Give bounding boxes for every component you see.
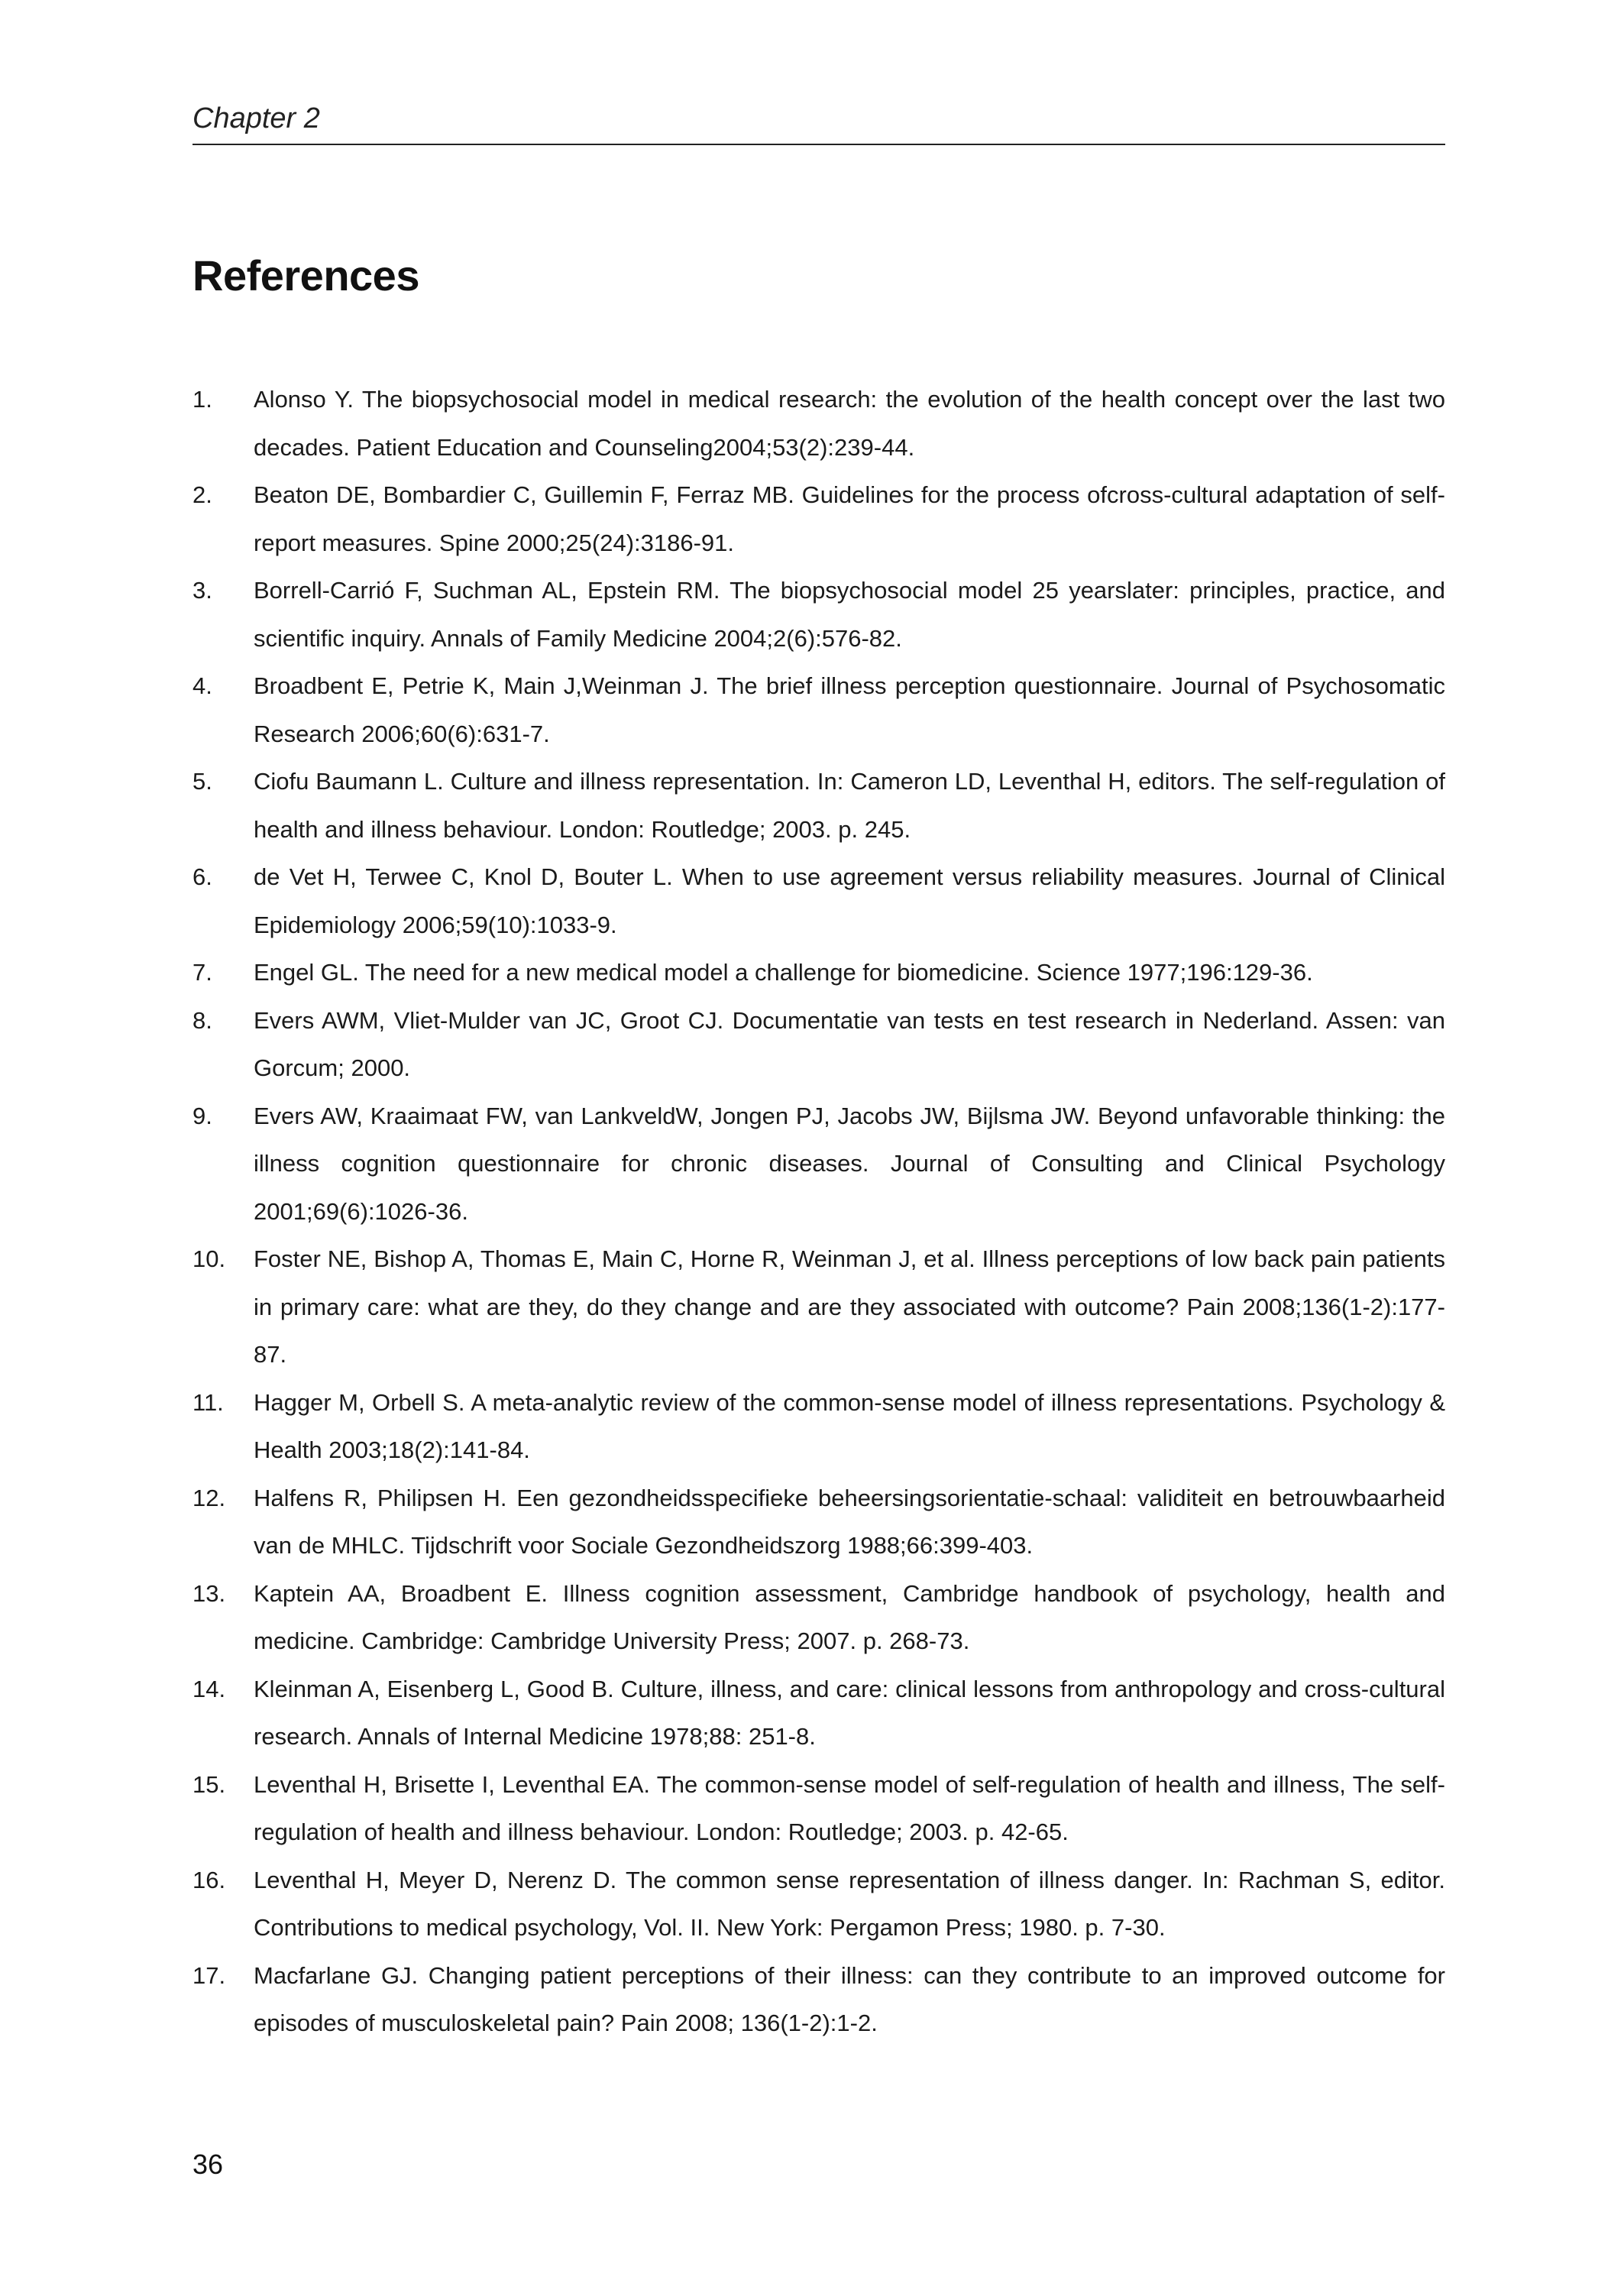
- reference-number: 13.: [192, 1579, 226, 1607]
- reference-text: Leventhal H, Brisette I, Leventhal EA. The common-sense model of self-regulation of health and illness, The self-regulation of health and illness behaviour. London: Routledge; 2003. p. 42-65.: [254, 1770, 1445, 1845]
- reference-number: 9.: [192, 1102, 212, 1129]
- reference-number: 3.: [192, 577, 212, 604]
- reference-text: Broadbent E, Petrie K, Main J,Weinman J. The brief illness perception questionnaire. Journal of Psychosomatic Research 2006;60(6):631-7.: [254, 672, 1445, 747]
- reference-text: Halfens R, Philipsen H. Een gezondheidsspecifieke beheersingsorientatie-schaal: validiteit en betrouwbaarheid van de MHLC. Tijdschrift voor Sociale Gezondheidszorg 1988;66:399-403.: [254, 1484, 1445, 1559]
- reference-number: 11.: [192, 1388, 224, 1416]
- section-title: References: [192, 251, 419, 300]
- reference-text: Evers AW, Kraaimaat FW, van LankveldW, Jongen PJ, Jacobs JW, Bijlsma JW. Beyond unfavorable thinking: the illness cognition questionnaire for chronic diseases. Journal of Consulting and Clinical Psychology 2001;69(6):1026-36.: [254, 1102, 1445, 1225]
- reference-number: 1.: [192, 386, 212, 413]
- reference-text: Alonso Y. The biopsychosocial model in medical research: the evolution of the health concept over the last two decades. Patient Education and Counseling2004;53(2):239-44.: [254, 386, 1445, 461]
- reference-number: 17.: [192, 1961, 226, 1989]
- reference-number: 2.: [192, 481, 212, 508]
- reference-number: 12.: [192, 1484, 226, 1511]
- reference-number: 6.: [192, 863, 212, 890]
- reference-item: [192, 1761, 1445, 1857]
- reference-item: [192, 471, 1445, 567]
- reference-number: 14.: [192, 1675, 226, 1702]
- reference-item: [192, 1093, 1445, 1236]
- reference-text: Borrell-Carrió F, Suchman AL, Epstein RM. The biopsychosocial model 25 yearslater: principles, practice, and scientific inquiry. Annals of Family Medicine 2004;2(6):576-82.: [254, 577, 1445, 652]
- running-header: [192, 98, 1445, 145]
- reference-text: Engel GL. The need for a new medical model a challenge for biomedicine. Science 1977;196:129-36.: [254, 959, 1313, 986]
- reference-number: 16.: [192, 1866, 226, 1893]
- reference-item: [192, 662, 1445, 758]
- reference-item: [192, 1236, 1445, 1379]
- reference-number: 4.: [192, 672, 212, 699]
- reference-list: [192, 376, 1445, 2048]
- reference-item: [192, 1857, 1445, 1952]
- reference-text: de Vet H, Terwee C, Knol D, Bouter L. When to use agreement versus reliability measures. Journal of Clinical Epidemiology 2006;59(10):1033-9.: [254, 863, 1445, 938]
- reference-text: Evers AWM, Vliet-Mulder van JC, Groot CJ. Documentatie van tests en test research in Nederland. Assen: van Gorcum; 2000.: [254, 1006, 1445, 1081]
- reference-text: Beaton DE, Bombardier C, Guillemin F, Ferraz MB. Guidelines for the process ofcross-cultural adaptation of self-report measures. Spine 2000;25(24):3186-91.: [254, 481, 1445, 556]
- reference-item: [192, 758, 1445, 853]
- reference-item: [192, 997, 1445, 1093]
- reference-item: [192, 1570, 1445, 1666]
- chapter-label: Chapter 2: [192, 102, 320, 134]
- page-number: 36: [192, 2149, 224, 2180]
- reference-text: Ciofu Baumann L. Culture and illness representation. In: Cameron LD, Leventhal H, editors. The self-regulation of health and illness behaviour. London: Routledge; 2003. p. 245.: [254, 768, 1445, 843]
- reference-number: 15.: [192, 1770, 226, 1798]
- reference-item: [192, 949, 1445, 997]
- reference-text: Kaptein AA, Broadbent E. Illness cognition assessment, Cambridge handbook of psychology, health and medicine. Cambridge: Cambridge University Press; 2007. p. 268-73.: [254, 1579, 1445, 1654]
- reference-item: [192, 853, 1445, 949]
- reference-text: Foster NE, Bishop A, Thomas E, Main C, Horne R, Weinman J, et al. Illness perceptions of low back pain patients in primary care: what are they, do they change and are they associated with outcome? Pain 2008;136(1-2):177-87.: [254, 1245, 1445, 1368]
- reference-text: Macfarlane GJ. Changing patient perceptions of their illness: can they contribute to an improved outcome for episodes of musculoskeletal pain? Pain 2008; 136(1-2):1-2.: [254, 1961, 1445, 2036]
- reference-item: [192, 1475, 1445, 1570]
- reference-item: [192, 1379, 1445, 1475]
- reference-item: [192, 1952, 1445, 2048]
- reference-number: 10.: [192, 1245, 226, 1272]
- reference-text: Kleinman A, Eisenberg L, Good B. Culture, illness, and care: clinical lessons from anthropology and cross-cultural research. Annals of Internal Medicine 1978;88: 251-8.: [254, 1675, 1445, 1750]
- reference-number: 8.: [192, 1006, 212, 1034]
- reference-number: 7.: [192, 959, 212, 986]
- reference-text: Hagger M, Orbell S. A meta-analytic review of the common-sense model of illness representations. Psychology & Health 2003;18(2):141-84.: [254, 1388, 1445, 1463]
- reference-item: [192, 376, 1445, 471]
- reference-item: [192, 567, 1445, 662]
- reference-text: Leventhal H, Meyer D, Nerenz D. The common sense representation of illness danger. In: Rachman S, editor. Contributions to medical psychology, Vol. II. New York: Pergamon Press; 1980. p. 7-30.: [254, 1866, 1445, 1941]
- reference-number: 5.: [192, 768, 212, 795]
- reference-item: [192, 1666, 1445, 1761]
